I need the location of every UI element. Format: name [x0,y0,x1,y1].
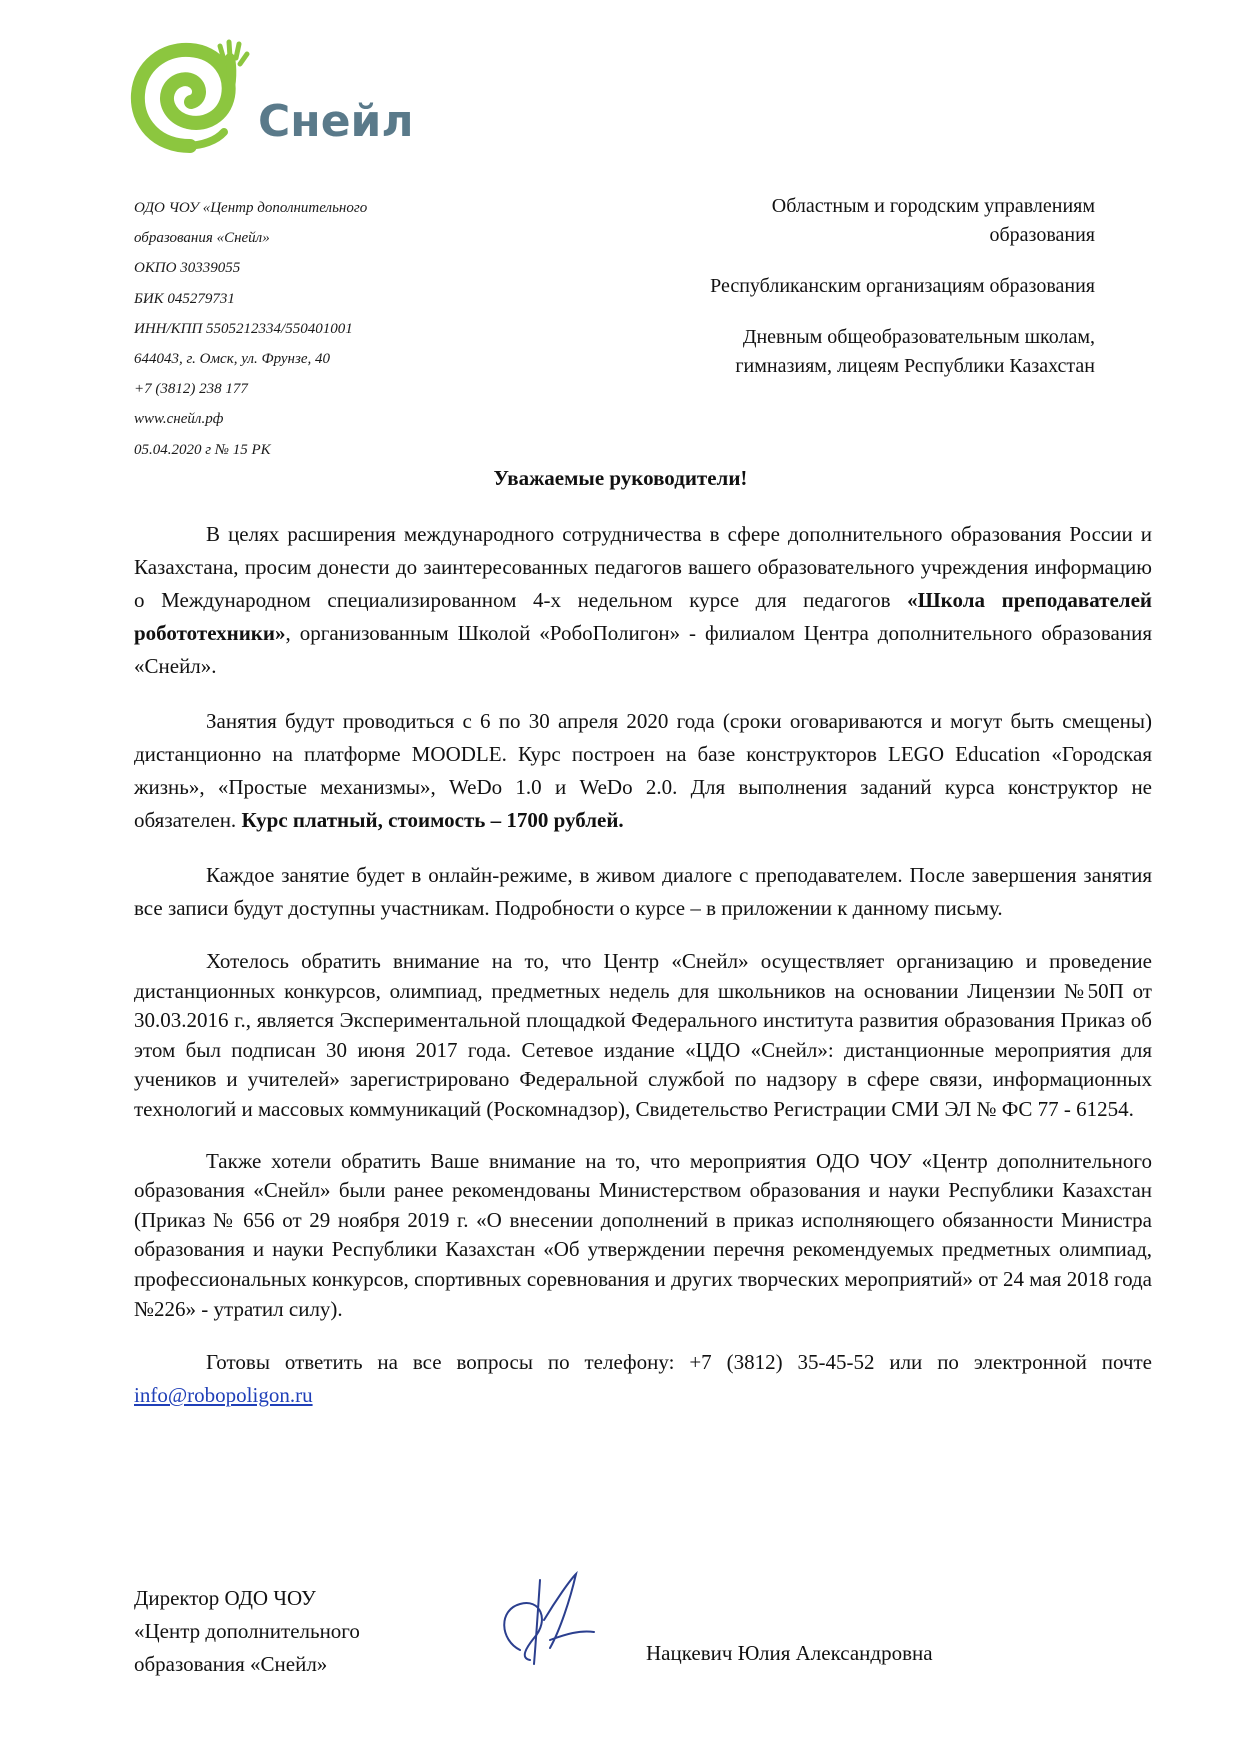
sender-details [134,193,464,465]
sender-line: ОДО ЧОУ «Центр дополнительного [134,200,368,216]
paragraph-text: В целях расширения международного сотрудничества в сфере дополнительного образования России и Казахстана, просим донести до заинтересованных педагогов вашего образовательного учреждения информацию о Международном специализированном 4-х недельном курсе для педагогов [134,522,1152,612]
sender-website: www.снейл.рф [134,411,224,428]
sender-address: 644043, г. Омск, ул. Фрунзе, 40 [134,351,331,368]
letter-date-number: 05.04.2020 г № 15 РК [134,441,271,458]
sender-bik: БИК 045279731 [134,290,235,307]
signer-name: Нацкевич Юлия Александровна [646,1641,933,1665]
letter-body [134,518,1152,1434]
recipient: Областным и городским управлениям образования [771,195,1095,246]
paragraph-text: Занятия будут проводиться с 6 по 30 апреля 2020 года (сроки оговариваются и могут быть смещены) дистанционно на платформе MOODLE. Курс построен на базе конструкторов LEGO Education «Городская жизнь», «Простые механизмы», WeDo 1.0 и WeDo 2.0. Для выполнения заданий курса конструктор не обязателен. [134,709,1152,832]
snail-hand-icon [128,38,258,158]
signature-title [134,1582,360,1681]
handwritten-signature-icon [490,1560,600,1675]
paragraph-text: Готовы ответить на все вопросы по телефону: +7 (3812) 35-45-52 или по электронной почте [206,1350,1152,1375]
paragraph [134,1346,1152,1412]
sign-line: Директор ОДО ЧОУ [134,1586,316,1610]
recipient: Дневным общеобразовательным школам, гимназиям, лицеям Республики Казахстан [735,326,1095,377]
sender-line: образования «Снейл» [134,230,270,247]
paragraph: Хотелось обратить внимание на то, что Центр «Снейл» осуществляет организацию и проведение дистанционных конкурсов, олимпиад, предметных недель для школьников на основании Лицензии №50П от 30.03.2016 г., является Экспериментальной площадкой Федерального института развития образования Приказ об этом был подписан 30 июня 2017 года. Сетевое издание «ЦДО «Снейл»: дистанционные мероприятия для учеников и учителей» зарегистрировано Федеральной службой по надзору в сфере связи, информационных технологий и массовых коммуникаций (Роскомнадзор), Свидетельство Регистрации СМИ ЭЛ № ФС 77 - 61254. [134,949,1152,1121]
paragraph: Каждое занятие будет в онлайн-режиме, в живом диалоге с преподавателем. После завершения занятия все записи будут доступны участникам. Подробности о курсе – в приложении к данному письму. [134,863,1152,920]
paragraph-text: , организованным Школой «РобоПолигон» - филиалом Центра дополнительного образования «Снейл». [134,621,1152,678]
email-link[interactable]: info@robopoligon.ru [134,1383,313,1408]
sender-inn: ИНН/КПП 5505212334/550401001 [134,320,353,337]
sign-line: образования «Снейл» [134,1652,328,1676]
paragraph: Также хотели обратить Ваше внимание на то, что мероприятия ОДО ЧОУ «Центр дополнительного образования «Снейл» были ранее рекомендованы Министерством образования и науки Республики Казахстан (Приказ № 656 от 29 ноября 2019 г. «О внесении дополнений в приказ исполняющего обязанности Министра образования и науки Республики Казахстан «Об утверждении перечня рекомендуемых предметных олимпиад, профессиональных конкурсов, спортивных соревнования и других творческих мероприятий» от 24 мая 2018 года №226» - утратил силу). [134,1148,1152,1321]
course-price: Курс платный, стоимость – 1700 рублей. [241,808,624,832]
company-logo [128,38,428,158]
logo-name: Снейл [258,96,414,147]
sender-phone: +7 (3812) 238 177 [134,381,248,398]
paragraph [134,705,1152,837]
sender-okpo: ОКПО 30339055 [134,260,241,277]
sign-line: «Центр дополнительного [134,1619,360,1643]
recipient: Республиканским организациям образования [710,275,1095,297]
recipients-block [575,192,1095,403]
paragraph [134,518,1152,683]
greeting-heading: Уважаемые руководители! [493,466,748,490]
course-title: «Школа преподавателей робототехники» [134,588,1152,645]
